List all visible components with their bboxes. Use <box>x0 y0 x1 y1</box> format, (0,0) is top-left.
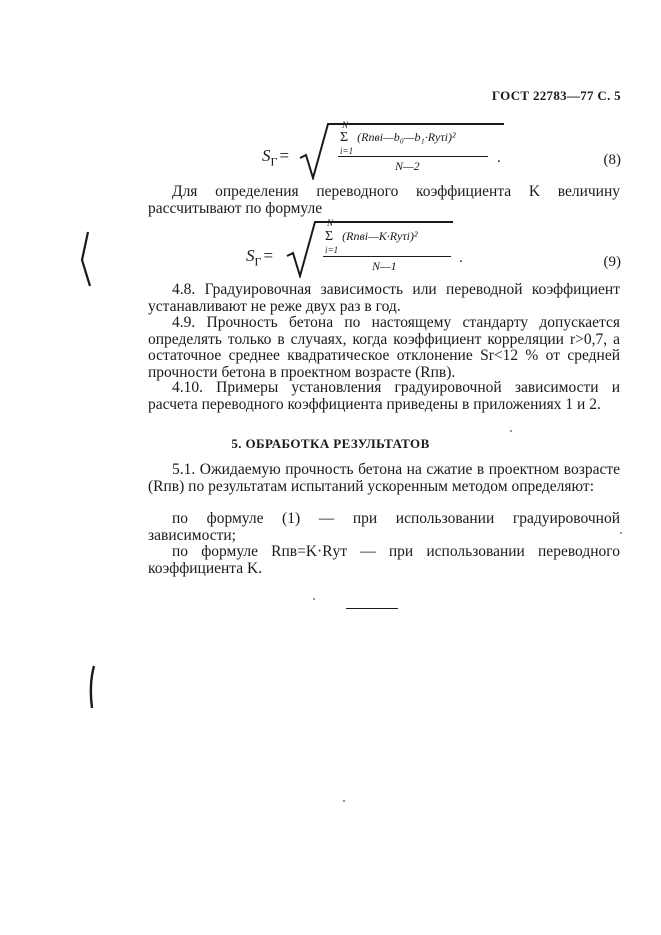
list-item-formula-1: по формуле (1) — при использовании градуировочной зависимости; <box>148 510 620 544</box>
margin-scan-mark <box>86 664 100 710</box>
formula-8-numerator: Σ (Rпвi—b₀—b₁·Rуτi)² <box>340 130 456 145</box>
formula-9-numerator: Σ (Rпвi—K·Rуτi)² <box>325 229 418 244</box>
closing-rule <box>346 608 398 609</box>
scan-speck <box>313 598 315 600</box>
section-heading: 5. ОБРАБОТКА РЕЗУЛЬТАТОВ <box>231 436 430 451</box>
scan-speck <box>510 430 512 432</box>
formula-9-sum-upper: N <box>327 218 334 228</box>
formula-8-sum-upper: N <box>342 120 349 130</box>
formula-9-number: (9) <box>603 254 621 270</box>
formula-8-sum-lower: i=1 <box>340 146 354 156</box>
formula-9-lhs: $S_Г$ = <box>246 246 274 269</box>
paragraph-4-9: 4.9. Прочность бетона по настоящему стандарту допускается определять только в случаях, когда коэффициент корреляции r>0,7, а остаточное среднее квадратическое отклонение Sr<12 % от средней прочности бетона в проектном возрасте (Rпв). <box>148 314 620 381</box>
page-header-standard: ГОСТ 22783—77 С. 5 <box>491 88 621 103</box>
paragraph-4-10: 4.10. Примеры установления градуировочной зависимости и расчета переводного коэффициента приведены в приложениях 1 и 2. <box>148 379 620 413</box>
margin-scan-mark <box>78 230 98 290</box>
formula-8-fraction-bar <box>338 156 488 157</box>
formula-8-lhs: $S_Г$ = <box>262 146 290 169</box>
list-item-formula-k: по формуле Rпв=K·Rут — при использовании переводного коэффициента K. <box>148 543 620 577</box>
formula-8-denominator: N—2 <box>395 159 420 173</box>
paragraph-5-1: 5.1. Ожидаемую прочность бетона на сжатие в проектном возрасте (Rпв) по результатам испытаний ускоренным методом определяют: <box>148 461 620 495</box>
paragraph-4-8: 4.8. Градуировочная зависимость или переводной коэффициент устанавливают не реже двух раз в год. <box>148 281 620 315</box>
scan-speck <box>343 800 345 802</box>
formula-9-fraction-bar <box>323 256 451 257</box>
formula-8-dot: . <box>497 150 501 166</box>
formula-9-dot: . <box>459 250 463 266</box>
formula-9-sum-lower: i=1 <box>325 245 339 255</box>
formula-9-denominator: N—1 <box>372 259 397 273</box>
scan-speck <box>620 532 622 534</box>
paragraph-k-intro: Для определения переводного коэффициента K величину рассчитывают по формуле <box>148 183 620 217</box>
formula-8-number: (8) <box>603 152 621 168</box>
